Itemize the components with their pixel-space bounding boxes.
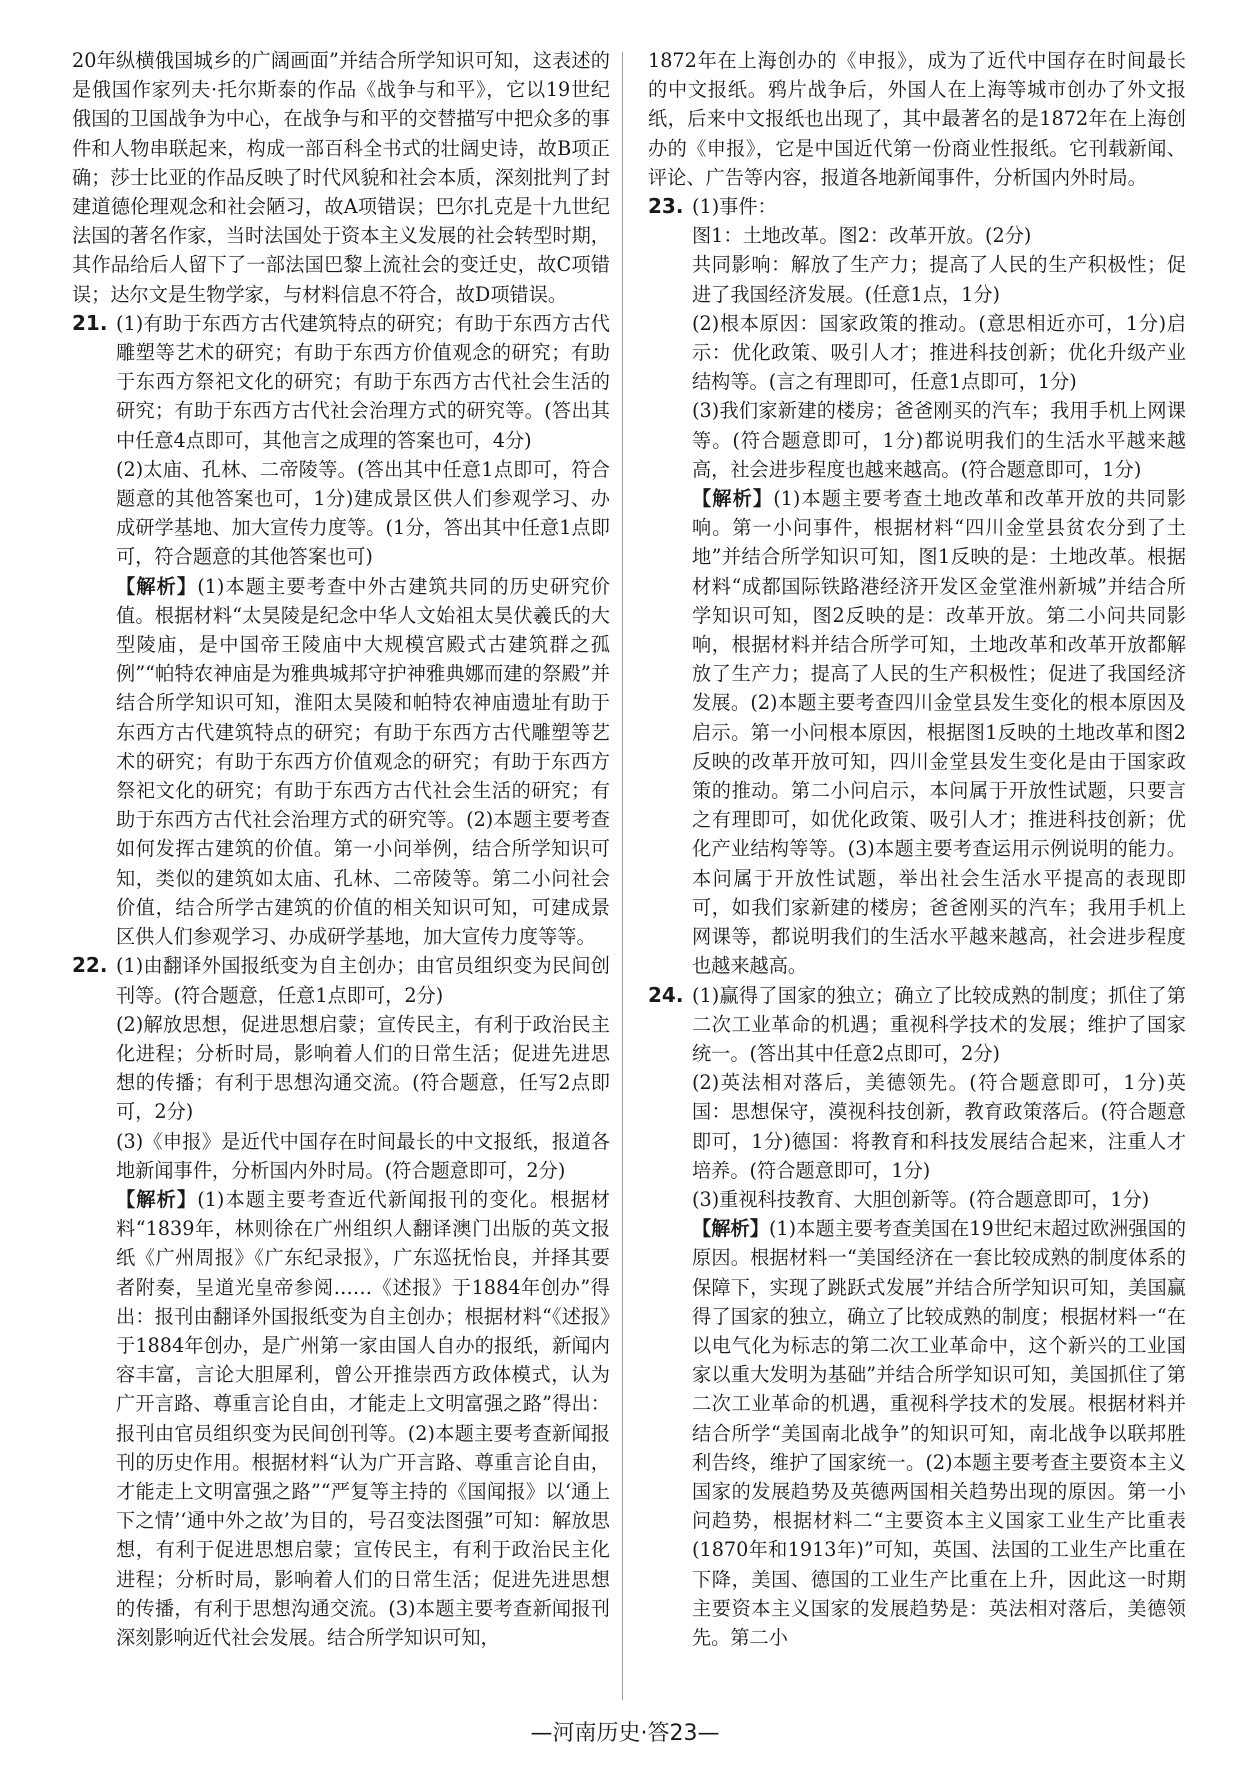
left-column	[72, 46, 610, 1652]
q21-analysis	[116, 572, 610, 952]
analysis-tag: 【解析】	[692, 487, 774, 511]
analysis-tag: 【解析】	[692, 1217, 769, 1241]
q21-answer-1: (1)有助于东西方古代建筑特点的研究；有助于东西方古代雕塑等艺术的研究；有助于东西方价值观念的研究；有助于东西方祭祀文化的研究；有助于东西方古代社会生活的研究；有助于东西方古代社会治理方式的研究等。(答出其中任意4点即可，其他言之成理的答案也可，4分)	[116, 311, 610, 452]
right-column	[648, 46, 1186, 1652]
question-23	[648, 192, 1186, 980]
page-footer: —河南历史·答23—	[530, 1721, 720, 1746]
q24-answer-1: (1)赢得了国家的独立；确立了比较成熟的制度；抓住了第二次工业革命的机遇；重视科学技术的发展；维护了国家统一。(答出其中任意2点即可，2分)	[692, 983, 1186, 1065]
q20-analysis-continuation: 20年纵横俄国城乡的广阔画面”并结合所学知识可知，这表述的是俄国作家列夫·托尔斯泰的作品《战争与和平》，它以19世纪俄国的卫国战争为中心，在战争与和平的交替描写中把众多的事件和人物串联起来，构成一部百科全书式的壮阔史诗，故B项正确；莎士比亚的作品反映了时代风貌和社会本质，深刻批判了封建道德伦理观念和社会陋习，故A项错误；巴尔扎克是十九世纪法国的著名作家，当时法国处于资本主义发展的社会转型时期，其作品给后人留下了一部法国巴黎上流社会的变迁史，故C项错误；达尔文是生物学家，与材料信息不符合，故D项错误。	[72, 49, 610, 306]
q23-answer-2: (2)根本原因：国家政策的推动。(意思相近亦可，1分)启示：优化政策、吸引人才；推进科技创新；优化升级产业结构等。(言之有理即可，任意1点即可，1分)	[692, 311, 1186, 394]
question-24	[648, 981, 1186, 1653]
q24-answer-3: (3)重视科技教育、大胆创新等。(符合题意即可，1分)	[692, 1187, 1150, 1211]
q24-analysis	[692, 1214, 1186, 1652]
analysis-text: (1)本题主要考查美国在19世纪末超过欧洲强国的原因。根据材料一“美国经济在一套比较成熟的制度体系的保障下，实现了跳跃式发展”并结合所学知识可知，美国赢得了国家的独立，确立了比较成熟的制度；根据材料一“在以电气化为标志的第二次工业革命中，这个新兴的工业国家以重大发明为基础”并结合所学知识可知，美国抓住了第二次工业革命的机遇，重视科学技术的发展。根据材料并结合所学“美国南北战争”的知识可知，南北战争以联邦胜利告终，维护了国家统一。(2)本题主要考查主要资本主义国家的发展趋势及英德两国相关趋势出现的原因。第一小问趋势，根据材料二“主要资本主义国家工业生产比重表(1870年和1913年)”可知，英国、法国的工业生产比重在下降，美国、德国的工业生产比重在上升，因此这一时期主要资本主义国家的发展趋势是：英法相对落后，美德领先。第二小	[692, 1217, 1187, 1649]
analysis-text: (1)本题主要考查中外古建筑共同的历史研究价值。根据材料“太昊陵是纪念中华人文始祖太昊伏羲氏的大型陵庙，是中国帝王陵庙中大规模宫殿式古建筑群之孤例”“帕特农神庙是为雅典城邦守护神雅典娜而建的祭殿”并结合所学知识可知，淮阳太昊陵和帕特农神庙遗址有助于东西方古代建筑特点的研究；有助于东西方古代雕塑等艺术的研究；有助于东西方价值观念的研究；有助于东西方祭祀文化的研究；有助于东西方古代社会生活的研究；有助于东西方古代社会治理方式的研究等。(2)本题主要考查如何发挥古建筑的价值。第一小问举例，结合所学知识可知，类似的建筑如太庙、孔林、二帝陵等。第二小问社会价值，结合所学古建筑的价值的相关知识可知，可建成景区供人们参观学习、办成研学基地，加大宣传力度等等。	[116, 574, 610, 949]
analysis-tag: 【解析】	[116, 574, 198, 598]
column-divider	[622, 52, 623, 1700]
question-number: 24.	[648, 982, 684, 1007]
question-number: 21.	[72, 310, 108, 335]
q22-analysis	[116, 1185, 610, 1652]
q22-analysis-continuation: 1872年在上海创办的《申报》，成为了近代中国存在时间最长的中文报纸。鸦片战争后，外国人在上海等城市创办了外文报纸，后来中文报纸也出现了，其中最著名的是1872年在上海创办的《申报》，它是中国近代第一份商业性报纸。它刊载新闻、评论、广告等内容，报道各地新闻事件，分析国内外时局。	[648, 49, 1186, 189]
q22-answer-1: (1)由翻译外国报纸变为自主创办；由官员组织变为民间创刊等。(符合题意，任意1点即可，2分)	[116, 954, 610, 1007]
question-21	[72, 309, 610, 951]
question-22	[72, 951, 610, 1652]
q22-answer-2: (2)解放思想，促进思想启蒙；宣传民主，有利于政治民主化进程；分析时局，影响着人们的日常生活；促进先进思想的传播；有利于思想沟通交流。(符合题意，任写2点即可，2分)	[116, 1012, 610, 1124]
q23-answer-1-head: (1)事件：	[692, 195, 777, 219]
analysis-text: (1)本题主要考查土地改革和改革开放的共同影响。第一小问事件，根据材料“四川金堂县贫农分到了土地”并结合所学知识可知，图1反映的是：土地改革。根据材料“成都国际铁路港经济开发区金堂淮州新城”并结合所学知识可知，图2反映的是：改革开放。第二小问共同影响，根据材料并结合所学可知，土地改革和改革开放都解放了生产力；提高了人民的生产积极性；促进了我国经济发展。(2)本题主要考查四川金堂县发生变化的根本原因及启示。第一小问根本原因，根据图1反映的土地改革和图2反映的改革开放可知，四川金堂县发生变化是由于国家政策的推动。第二小问启示，本问属于开放性试题，只要言之有理即可，如优化政策、吸引人才；推进科技创新；优化产业结构等等。(3)本题主要考查运用示例说明的能力。本问属于开放性试题，举出社会生活水平提高的表现即可，如我们家新建的楼房；爸爸刚买的汽车；我用手机上网课等，都说明我们的生活水平越来越高，社会进步程度也越来越高。	[692, 487, 1186, 978]
question-number: 23.	[648, 194, 684, 219]
q23-answer-1b: 共同影响：解放了生产力；提高了人民的生产积极性；促进了我国经济发展。(任意1点，1分)	[692, 253, 1186, 306]
q23-answer-3: (3)我们家新建的楼房；爸爸刚买的汽车；我用手机上网课等。(符合题意即可，1分)都说明我们的生活水平越来越高，社会进步程度也越来越高。(符合题意即可，1分)	[692, 399, 1186, 481]
q22-answer-3: (3)《申报》是近代中国存在时间最长的中文报纸，报道各地新闻事件，分析国内外时局。(符合题意即可，2分)	[116, 1129, 610, 1182]
q23-answer-1a: 图1：土地改革。图2：改革开放。(2分)	[692, 224, 1032, 248]
analysis-tag: 【解析】	[116, 1187, 198, 1211]
question-number: 22.	[72, 953, 108, 978]
analysis-text: (1)本题主要考查近代新闻报刊的变化。根据材料“1839年，林则徐在广州组织人翻译澳门出版的英文报纸《广州周报》《广东纪录报》，广东巡抚怡良，并择其要者附奏，呈道光皇帝参阅……《述报》于1884年创办”得出：报刊由翻译外国报纸变为自主创办；根据材料“《述报》于1884年创办，是广州第一家由国人自办的报纸，新闻内容丰富，言论大胆犀利，曾公开推崇西方政体模式，认为广开言路、尊重言论自由，才能走上文明富强之路”得出：报刊由官员组织变为民间创刊等。(2)本题主要考查新闻报刊的历史作用。根据材料“认为广开言路、尊重言论自由，才能走上文明富强之路”“严复等主持的《国闻报》以‘通上下之情’‘通中外之故’为目的，号召变法图强”可知：解放思想，有利于促进思想启蒙；宣传民主，有利于政治民主化进程；分析时局，影响着人们的日常生活；促进先进思想的传播，有利于思想沟通交流。(3)本题主要考查新闻报刊深刻影响近代社会发展。结合所学知识可知，	[116, 1187, 610, 1649]
q24-answer-2: (2)英法相对落后，美德领先。(符合题意即可，1分)英国：思想保守，漠视科技创新，教育政策落后。(符合题意即可，1分)德国：将教育和科技发展结合起来，注重人才培养。(符合题意即可，1分)	[692, 1071, 1186, 1182]
q21-answer-2: (2)太庙、孔林、二帝陵等。(答出其中任意1点即可，符合题意的其他答案也可，1分)建成景区供人们参观学习、办成研学基地、加大宣传力度等。(1分，答出其中任意1点即可，符合题意的其他答案也可)	[116, 457, 610, 569]
q23-analysis	[692, 484, 1186, 980]
